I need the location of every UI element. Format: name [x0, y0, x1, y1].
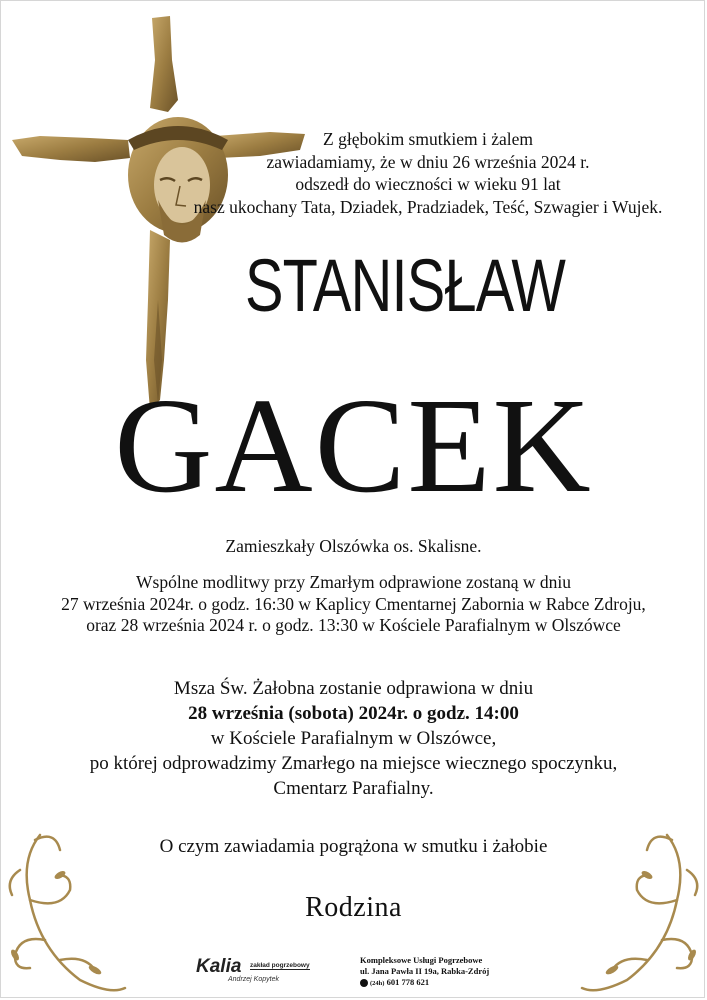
- phone-icon: [360, 979, 368, 987]
- logo-owner: Andrzej Kopytek: [228, 976, 279, 983]
- notice: [0, 834, 707, 859]
- signature: Rodzina: [305, 892, 402, 923]
- mass-line: Cmentarz Parafialny.: [273, 778, 434, 799]
- notice-text: O czym zawiadamia pogrążona w smutku i żałobie: [159, 836, 548, 857]
- residence: [0, 536, 707, 558]
- last-name: GACEK: [114, 371, 593, 521]
- intro-line: zawiadamiamy, że w dniu 26 września 2024 r.: [266, 151, 590, 172]
- phone-number: 601 778 621: [386, 977, 430, 987]
- residence-text: Zamieszkały Olszówka os. Skalisne.: [225, 536, 482, 556]
- intro-line: odszedł do wieczności w wieku 91 lat: [295, 174, 561, 194]
- logo-tag: zakład pogrzebowy: [250, 962, 310, 969]
- mass-line: po której odprowadzimy Zmarłego na miejsce wiecznego spoczynku,: [89, 753, 618, 774]
- address: ul. Jana Pawła II 19a, Rabka-Zdrój: [360, 966, 490, 976]
- prayer-line: Wspólne modlitwy przy Zmarłym odprawione zostaną w dniu: [136, 572, 571, 592]
- mass-date: 28 września (sobota) 2024r. o godz. 14:00: [188, 703, 519, 724]
- mass-info: [0, 676, 707, 801]
- funeral-home-logo: [190, 956, 340, 990]
- funeral-home-info: [360, 955, 489, 989]
- mass-line: Msza Św. Żałobna zostanie odprawiona w dniu: [173, 678, 534, 699]
- intro-line: nasz ukochany Tata, Dziadek, Pradziadek, Teść, Szwagier i Wujek.: [193, 196, 663, 217]
- phone-line: [360, 977, 489, 989]
- first-name: STANISŁAW: [244, 244, 566, 327]
- logo-name: Kalia: [196, 956, 242, 977]
- intro-line: Z głębokim smutkiem i żalem: [323, 129, 533, 149]
- mass-line: w Kościele Parafialnym w Olszówce,: [210, 728, 497, 749]
- phone-prefix: (24h): [370, 980, 385, 987]
- prayer-line: 27 września 2024r. o godz. 16:30 w Kaplicy Cmentarnej Zabornia w Rabce Zdroju,: [61, 593, 646, 614]
- service-line: Kompleksowe Usługi Pogrzebowe: [360, 955, 483, 965]
- prayer-line: oraz 28 września 2024 r. o godz. 13:30 w Kościele Parafialnym w Olszówce: [86, 615, 621, 635]
- prayer-info: [0, 572, 707, 637]
- intro-text: [150, 128, 706, 218]
